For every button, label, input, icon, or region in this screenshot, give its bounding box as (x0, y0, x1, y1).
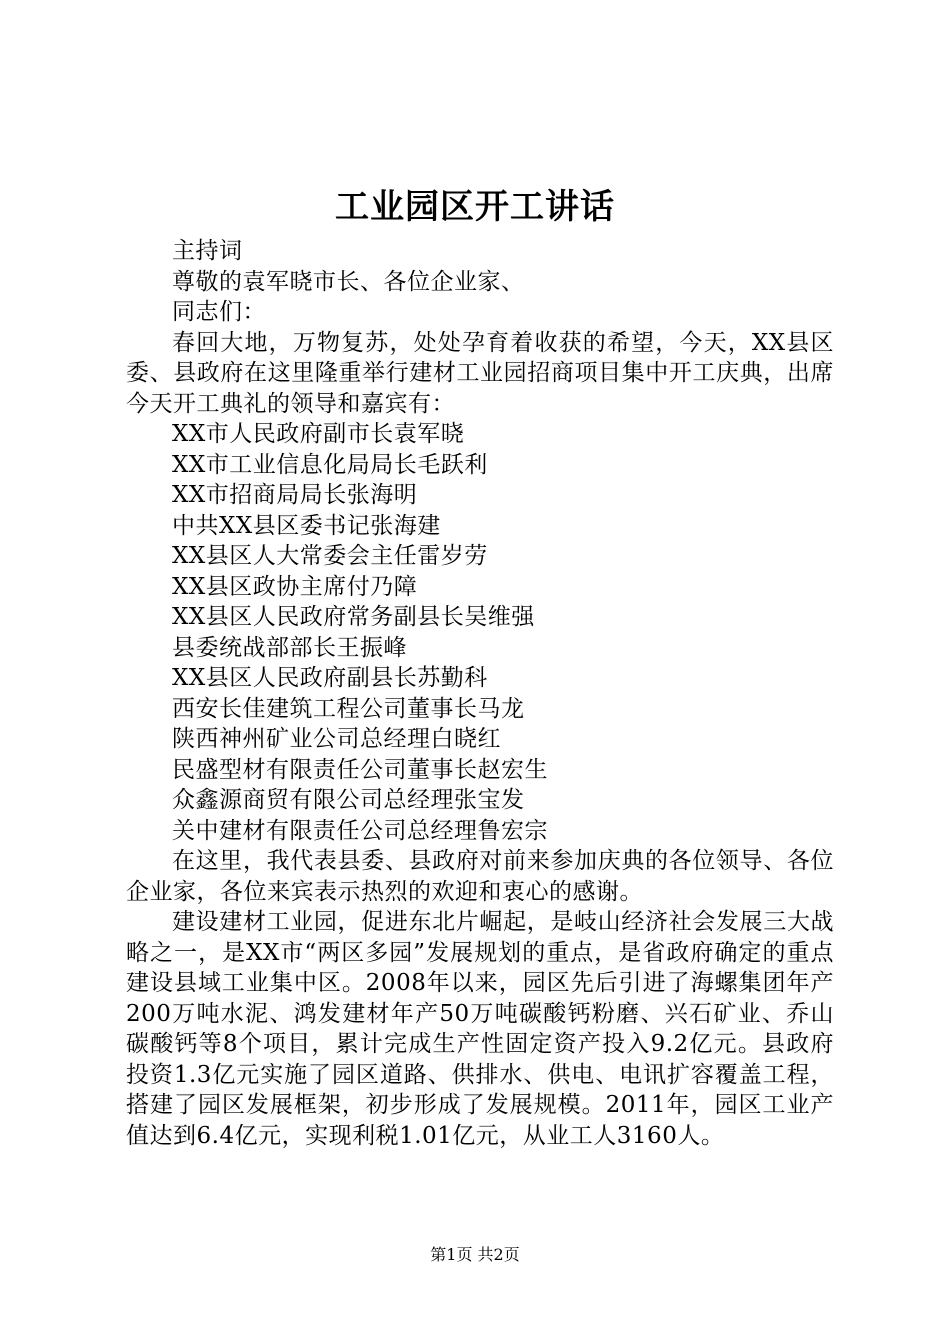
guest-line: 众鑫源商贸有限公司总经理张宝发 (172, 787, 525, 813)
guest-line: XX市工业信息化局局长毛跃利 (172, 451, 488, 478)
intro-paragraph: 春回大地，万物复苏，处处孕育着收获的希望，今天，XX县区委、县政府在这里隆重举行建材工业园招商项目集中开工庆典，出席今天开工典礼的领导和嘉宾有： (126, 329, 834, 417)
document-body (126, 236, 834, 1151)
welcome-paragraph: 在这里，我代表县委、县政府对前来参加庆典的各位领导、各位企业家，各位来宾表示热烈的欢迎和衷心的感谢。 (126, 848, 834, 905)
guest-line: 县委统战部部长王振峰 (172, 634, 407, 661)
body-paragraph: 建设建材工业园，促进东北片崛起，是岐山经济社会发展三大战略之一，是XX市“两区多园”发展规划的重点，是省政府确定的重点建设县域工业集中区。2008年以来，园区先后引进了海螺集团年产200万吨水泥、鸿发建材年产50万吨碳酸钙粉磨、兴石矿业、乔山碳酸钙等8个项目，累计完成生产性固定资产投入9.2亿元。县政府投资1.3亿元实施了园区道路、供排水、供电、电讯扩容覆盖工程，搭建了园区发展框架，初步形成了发展规模。2011年，园区工业产值达到6.4亿元，实现利税1.01亿元，从业工人3160人。 (126, 909, 834, 1149)
guest-line: 西安长佳建筑工程公司董事长马龙 (172, 695, 525, 722)
salutation-line-1: 尊敬的袁军晓市长、各位企业家、 (172, 268, 525, 295)
page-footer: 第1页 共2页 (430, 1245, 520, 1264)
guest-line: XX市招商局局长张海明 (172, 482, 418, 508)
guest-line: 关中建材有限责任公司总经理鲁宏宗 (172, 817, 548, 844)
guest-line: XX县区人民政府常务副县长吴维强 (172, 604, 535, 630)
guest-line: 陕西神州矿业公司总经理白晓红 (172, 726, 501, 752)
salutation-line-2: 同志们： (172, 299, 266, 325)
guest-line: XX市人民政府副市长袁军晓 (172, 421, 465, 447)
guest-line: XX县区政协主席付乃障 (172, 573, 418, 600)
document-title: 工业园区开工讲话 (335, 187, 615, 227)
heading-paragraph: 主持词 (172, 238, 243, 264)
guest-line: XX县区人民政府副县长苏勤科 (172, 665, 488, 691)
guest-line: XX县区人大常委会主任雷岁劳 (172, 543, 488, 569)
guest-line: 民盛型材有限责任公司董事长赵宏生 (172, 756, 548, 783)
guest-line: 中共XX县区委书记张海建 (172, 512, 441, 539)
